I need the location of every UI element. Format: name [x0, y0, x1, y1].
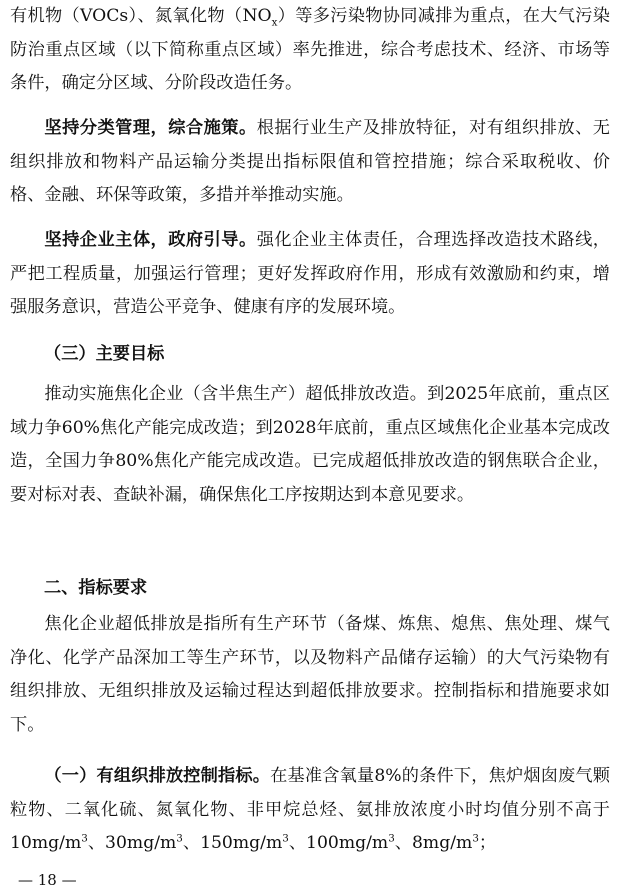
paragraph-4: 推动实施焦化企业（含半焦生产）超低排放改造。到2025年底前，重点区域力争60%焦化产能完成改造；到2028年底前，重点区域焦化企业基本完成改造，全国力争80%焦化产能完成改造。已完成超低排放改造的钢焦联合企业，要对标对表、查缺补漏，确保焦化工序按期达到本意见要求。: [10, 384, 610, 505]
paragraph-5: 焦化企业超低排放是指所有生产环节（备煤、炼焦、熄焦、焦处理、煤气净化、化学产品深加工等生产环节，以及物料产品储存运输）的大气污染物有组织排放、无组织排放及运输过程达到超低排放要求。控制指标和措施要求如下。: [10, 614, 610, 735]
paragraph-2-text: 根据行业生产及排放特征，对有组织排放、无组织排放和物料产品运输分类提出指标限值和管控措施；综合采取税收、价格、金融、环保等政策，多措并举推动实施。: [10, 118, 610, 206]
limit-value-2: 30mg/m: [105, 833, 177, 854]
paragraph-6-text: 在基准含氧量8%的条件下，焦炉烟囱废气颗粒物、二氧化硫、氮氧化物、非甲烷总烃、氨排放浓度小时均值分别不高于: [10, 766, 610, 820]
limit-value-3: 150mg/m: [200, 833, 283, 854]
section-heading-indicators: 二、指标要求: [44, 578, 148, 598]
separator-2: 、: [182, 833, 201, 854]
terminator: ；: [478, 833, 497, 854]
section-heading-main-goals: （三）主要目标: [44, 344, 165, 364]
unit-superscript-5: 3: [472, 832, 479, 845]
unit-superscript-4: 3: [388, 832, 395, 845]
nox-subscript: x: [271, 16, 278, 29]
limit-value-1: 10mg/m: [10, 833, 82, 854]
paragraph-3-text: 强化企业主体责任，合理选择改造技术路线，严把工程质量，加强运行管理；更好发挥政府作用，形成有效激励和约束，增强服务意识，营造公平竞争、健康有序的发展环境。: [10, 230, 610, 318]
page-number: — 18 —: [18, 871, 77, 889]
paragraph-3: [10, 224, 610, 325]
paragraph-2: [10, 112, 610, 213]
unit-superscript-3: 3: [282, 832, 289, 845]
unit-superscript-2: 3: [176, 832, 183, 845]
paragraph-1-text-a: 有机物（VOCs）、氮氧化物（NO: [10, 6, 272, 26]
paragraph-1-text-b: ）等多污染物协同减排为重点，在大气污染防治重点区域（以下简称重点区域）率先推进，综合考虑技术、经济、市场等条件，确定分区域、分阶段改造任务。: [10, 6, 610, 94]
unit-superscript-1: 3: [81, 832, 88, 845]
separator-3: 、: [288, 833, 307, 854]
paragraph-6: [10, 760, 610, 861]
paragraph-2-lead: 坚持分类管理，综合施策。: [44, 118, 257, 138]
limit-value-4: 100mg/m: [306, 833, 389, 854]
paragraph-6-lead: （一）有组织排放控制指标。: [44, 766, 271, 786]
separator-1: 、: [87, 833, 106, 854]
limit-value-5: 8mg/m: [412, 833, 473, 854]
separator-4: 、: [394, 833, 412, 854]
paragraph-3-lead: 坚持企业主体，政府引导。: [44, 230, 257, 250]
paragraph-1: [10, 0, 610, 101]
